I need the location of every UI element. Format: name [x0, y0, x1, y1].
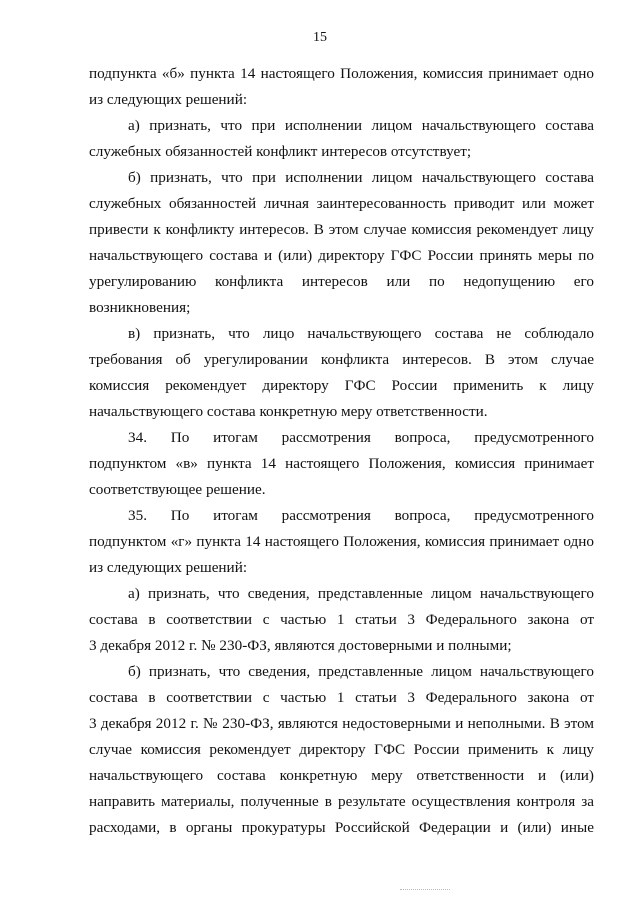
text-line: 3 декабря 2012 г. № 230-ФЗ, являются достоверными и полными; [89, 637, 512, 654]
scan-artifact [400, 889, 450, 891]
text-line: урегулированию конфликта интересов или по недопущению его [89, 273, 594, 290]
text-line: из следующих решений: [89, 559, 248, 576]
text-line: 34. По итогам рассмотрения вопроса, предусмотренного [128, 429, 594, 446]
text-line: подпункта «б» пункта 14 настоящего Положения, комиссия принимает одно [89, 65, 594, 82]
text-line: состава в соответствии с частью 1 статьи 3 Федерального закона от [89, 689, 594, 706]
text-line: расходами, в органы прокуратуры Российской Федерации и (или) иные [89, 819, 594, 836]
page-number: 15 [313, 30, 327, 45]
text-line: начальствующего состава конкретную меру ответственности. [89, 403, 488, 420]
text-line: привести к конфликту интересов. В этом случае комиссия рекомендует лицу [89, 221, 594, 238]
text-line: возникновения; [89, 299, 191, 316]
text-line: б) признать, что при исполнении лицом начальствующего состава [128, 169, 594, 186]
text-line: служебных обязанностей личная заинтересованность приводит или может [89, 195, 594, 212]
text-line: б) признать, что сведения, представленные лицом начальствующего [128, 663, 594, 680]
text-line: из следующих решений: [89, 91, 248, 108]
text-line: 35. По итогам рассмотрения вопроса, предусмотренного [128, 507, 594, 524]
text-line: комиссия рекомендует директору ГФС России применить к лицу [89, 377, 594, 394]
text-line: состава в соответствии с частью 1 статьи 3 Федерального закона от [89, 611, 594, 628]
text-line: в) признать, что лицо начальствующего состава не соблюдало [128, 325, 594, 342]
text-line: служебных обязанностей конфликт интересов отсутствует; [89, 143, 472, 160]
text-line: подпунктом «в» пункта 14 настоящего Положения, комиссия принимает [89, 455, 594, 472]
text-line: а) признать, что при исполнении лицом начальствующего состава [128, 117, 594, 134]
text-line: а) признать, что сведения, представленные лицом начальствующего [128, 585, 594, 602]
text-line: соответствующее решение. [89, 481, 266, 498]
text-line: подпунктом «г» пункта 14 настоящего Положения, комиссия принимает одно [89, 533, 594, 550]
text-line: начальствующего состава и (или) директору ГФС России принять меры по [89, 247, 594, 264]
text-line: направить материалы, полученные в результате осуществления контроля за [89, 793, 594, 810]
text-line: требования об урегулировании конфликта интересов. В этом случае [89, 351, 594, 368]
text-line: 3 декабря 2012 г. № 230-ФЗ, являются недостоверными и неполными. В этом [89, 715, 594, 732]
text-line: начальствующего состава конкретную меру ответственности и (или) [89, 767, 594, 784]
text-line: случае комиссия рекомендует директору ГФС России применить к лицу [89, 741, 594, 758]
